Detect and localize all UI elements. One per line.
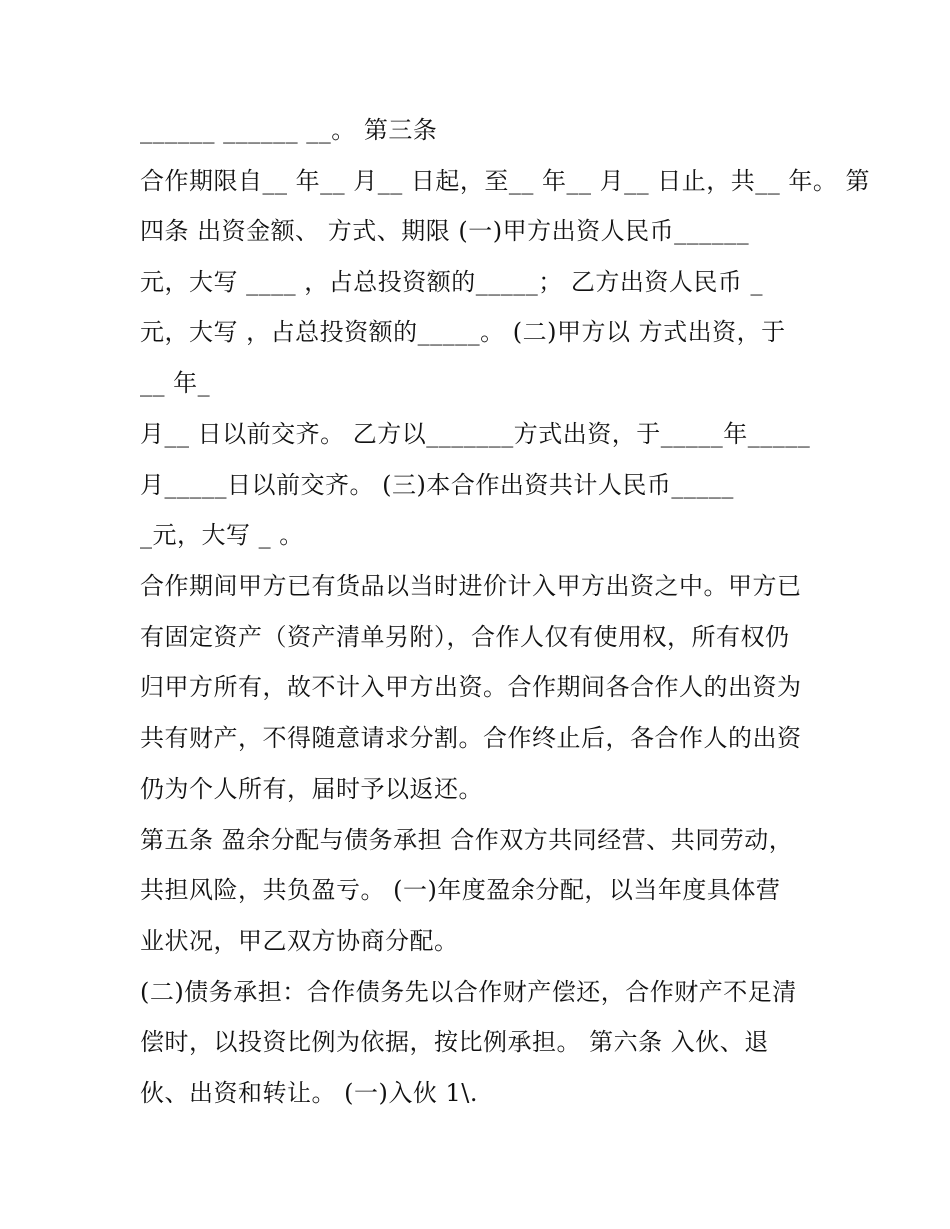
text-line-6: __ 年_	[140, 369, 211, 397]
text-line-15: 第五条 盈余分配与债务承担 合作双方共同经营、共同劳动，	[140, 826, 794, 854]
text-line-8: 月_____日以前交齐。 (三)本合作出资共计人民币_____	[140, 471, 734, 499]
text-line-4: 元，大写 ____ ，占总投资额的_____； 乙方出资人民币 _	[140, 268, 764, 296]
text-line-19: 偿时，以投资比例为依据，按比例承担。 第六条 入伙、退	[140, 1028, 769, 1056]
text-line-5: 元，大写 ，占总投资额的_____。 (二)甲方以 方式出资，于	[140, 318, 786, 346]
text-line-7: 月__ 日以前交齐。 乙方以_______方式出资，于_____年_____	[140, 420, 811, 448]
text-line-10: 合作期间甲方已有货品以当时进价计入甲方出资之中。甲方已	[140, 572, 802, 600]
text-line-14: 仍为个人所有，届时予以返还。	[140, 775, 483, 803]
text-line-12: 归甲方所有，故不计入甲方出资。合作期间各合作人的出资为	[140, 673, 802, 701]
text-line-9: _元，大写 _ 。	[140, 521, 304, 549]
text-line-20: 伙、出资和转让。 (一)入伙 1\.	[140, 1079, 478, 1107]
text-line-16: 共担风险，共负盈亏。 (一)年度盈余分配，以当年度具体营	[140, 876, 781, 904]
text-line-11: 有固定资产（资产清单另附），合作人仅有使用权，所有权仍	[140, 623, 790, 651]
text-line-13: 共有财产，不得随意请求分割。合作终止后，各合作人的出资	[140, 724, 802, 752]
text-line-2: 合作期限自__ 年__ 月__ 日起，至__ 年__ 月__ 日止，共__ 年。 第	[140, 167, 871, 195]
text-line-1: ______ ______ __。 第三条	[140, 116, 438, 144]
text-line-18: (二)债务承担：合作债务先以合作财产偿还，合作财产不足清	[140, 978, 797, 1006]
text-line-17: 业状况，甲乙双方协商分配。	[140, 927, 459, 955]
text-line-3: 四条 出资金额、 方式、期限 (一)甲方出资人民币______	[140, 217, 750, 245]
